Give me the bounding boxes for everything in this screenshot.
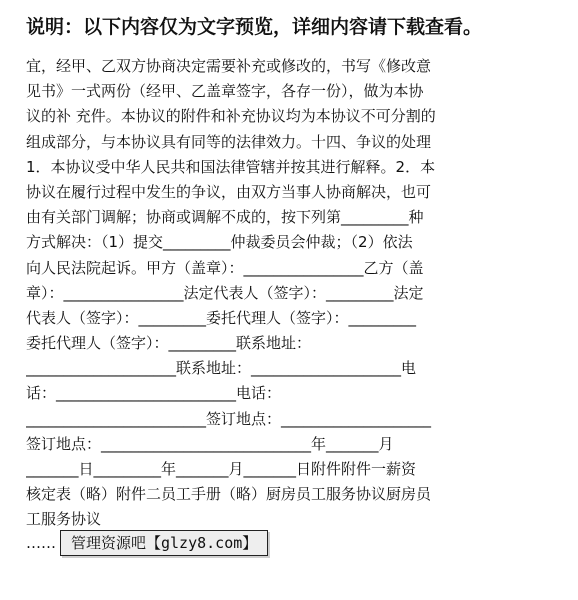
document-body bbox=[26, 54, 561, 533]
text-line: 委托代理人（签字）：_________联系地址： bbox=[26, 334, 312, 353]
text-line: ________________________签订地点：____________________ bbox=[26, 409, 432, 428]
text-line: 工服务协议 bbox=[26, 510, 102, 529]
footer-row bbox=[26, 530, 268, 556]
text-line: 核定表（略）附件二员工手册（略）厨房员工服务协议厨房员 bbox=[26, 485, 432, 504]
continuation-ellipsis: …… bbox=[26, 534, 56, 552]
preview-notice: 说明：以下内容仅为文字预览，详细内容请下载查看。 bbox=[26, 16, 483, 38]
text-line: 组成部分，与本协议具有同等的法律效力。十四、争议的处理 bbox=[26, 132, 432, 151]
text-line: 由有关部门调解；协商或调解不成的，按下列第_________种 bbox=[26, 208, 424, 227]
text-line: 1．本协议受中华人民共和国法律管辖并按其进行解释。2．本 bbox=[26, 157, 436, 176]
text-line: 见书》一式两份（经甲、乙盖章签字，各存一份），做为本协 bbox=[26, 82, 424, 101]
text-line: 向人民法院起诉。甲方（盖章）：________________乙方（盖 bbox=[26, 258, 424, 277]
source-watermark-banner: 管理资源吧【glzy8.com】 bbox=[60, 530, 268, 556]
text-line: 签订地点：____________________________年_______月 bbox=[26, 434, 394, 453]
text-line: 协议在履行过程中发生的争议，由双方当事人协商解决，也可 bbox=[26, 182, 432, 201]
text-line: 章）：________________法定代表人（签字）：_________法定 bbox=[26, 283, 424, 302]
text-line: 方式解决：（1）提交_________仲裁委员会仲裁；（2）依法 bbox=[26, 233, 413, 252]
text-line: 宜，经甲、乙双方协商决定需要补充或修改的，书写《修改意 bbox=[26, 57, 432, 75]
text-line: 代表人（签字）：_________委托代理人（签字）：_________ bbox=[26, 308, 417, 327]
text-line: ____________________联系地址：____________________电 bbox=[26, 359, 417, 378]
text-line: 议的补 充件。本协议的附件和补充协议均为本协议不可分割的 bbox=[26, 107, 436, 126]
text-line: 话：________________________电话： bbox=[26, 384, 282, 403]
text-line: _______日_________年_______月_______日附件附件一薪资 bbox=[26, 460, 417, 478]
